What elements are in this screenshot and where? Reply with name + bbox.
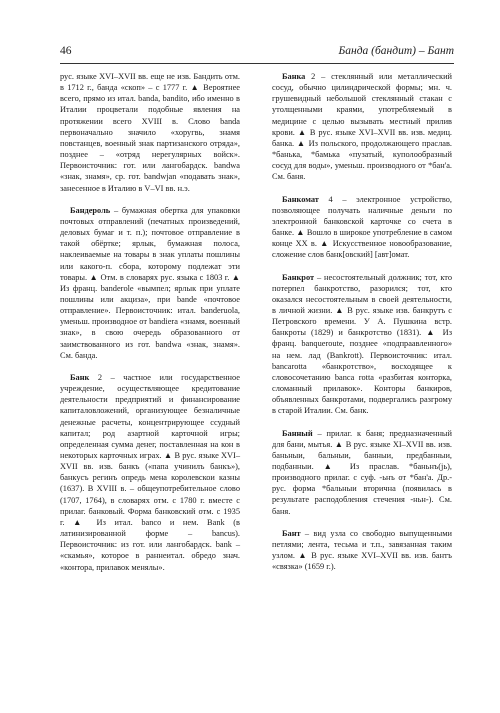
entry-banda-continued [60, 71, 240, 194]
page-header [60, 45, 454, 63]
right-column [272, 71, 452, 572]
entry-headword: Бандероль [70, 205, 111, 215]
entry-text: – прилаг. к баня; предназначенный для бани, мытья. ▲ В рус. языке XI–XVII вв. изв. баньныи, бальныи, банныи, предбанныи, подбанныи. ▲ Из праслав. *баньнъ(jь), производного прилаг. с суф. -ьнъ от *бан'а. Др.-рус. форма *бальныи вторична (появилась в результате расподобления стечения -ньн-). См. баня. [272, 428, 452, 516]
entry-headword: Банк [70, 372, 90, 382]
entry-headword: Бант [282, 528, 301, 538]
entry-bankrot [272, 272, 452, 417]
entry-banka-2 [272, 71, 452, 183]
entry-text: – несостоятельный должник; тот, кто потерпел банкротство, разорился; тот, кто оказался несостоятельным в своей деятельности, в личной жизни. ▲ В рус. языке изв. банкрутъ с Петровского времени. У А. Пушкина встр. банкроты (1829) и банкротство (1831). ▲ Из франц. banqueroute, позднее «подпраавленного» на нем. лад (Bankrott). Первоисточник: итал. bancarotta «банкротство», восходящее к словосочетанию banca rotta «разбитая конторка, сломанный прилавок». Конторы банкиров, объявленных банкротами, подвергались разгрому в старой Италии. См. банк. [272, 272, 452, 416]
left-column [60, 71, 240, 573]
entry-headword: Банный [282, 428, 313, 438]
entry-headword: Банка [282, 72, 306, 81]
entry-banny [272, 428, 452, 517]
header-rule [60, 63, 454, 64]
entry-bank-2 [60, 372, 240, 573]
entry-banderol [60, 205, 240, 361]
entry-text: – бумажная обертка для упаковки почтовых отправлений (печатных произведений, деловых бумаг и т. п.); почтовое отправление в такой обёртке; ярлык, бумажная полоса, наклеиваемые на товары в знак уплаты пошлины или какого-п. сбора, которому подлежат эти товары. ▲ Отм. в словарях рус. языка с 1803 г. ▲ Из франц. banderole «вымпел; ярлык при уплате пошлины или акциза», при bande «почтовое отправление». Первоисточник: итал. banderuola, уменьш. производное от bandiera «знамя, военный знак», в свою очередь образованного от заимствованного из гот. bandwa «знак, знамя». См. банда. [60, 205, 240, 360]
page-number: 46 [60, 45, 72, 57]
entry-text: рус. языке XVI–XVII вв. еще не изв. Бандить отм. в 1712 г., банда «скоп» – с 1777 г. ▲ Вероятнее всего, прямо из итал. banda, bandito, ибо именно в Италии процветали подобные явления на протяжении всего XVIII в. Слово banda первоначально значило «хоругвь, знамя повстанцев, военный знак партизанского отряда», позднее – «отряд нерегулярных войск». Первоисточник: гот. или лангобардск. bandwa «знак, знамя», ср. гот. bandwjan «подавать знак», занесенное в Италию в V–VI вв. н.э. [60, 72, 240, 193]
entry-bankomat [272, 194, 452, 261]
entry-headword: Банкрот [282, 272, 315, 282]
entry-text: 2 – стеклянный или металлический сосуд, обычно цилиндрической формы; мн. ч. грушевидный небольшой стеклянный стакан с утолщенными краями, употребляемый в медицине с целью вызывать местный прилив крови. ▲ В рус. языке XVI–XVII вв. изв. медиц. банка. ▲ Из польского, продолжающего праслав. *банька, *бамька «пузатый, куполообразный сосуд для воды», уменьш. производного от *бан'а. См. баня. [272, 72, 452, 182]
entry-headword: Банкомат [282, 194, 319, 204]
entry-text: – вид узла со свободно выпущенными петлями; лента, тесьма и т.п., завязанная таким узлом. ▲ В рус. языке XVI–XVII вв. изв. бантъ «связка» (1659 г.). [272, 528, 452, 572]
entry-bant [272, 528, 452, 573]
entry-text: 4 – электронное устройство, позволяющее получать наличные деньги по электронной банковской карточке со счета в банке. ▲ Вошло в широкое употребление в самом конце XX в. ▲ Искусственное новообразование, сложение слов банк[овский] [авт]омат. [272, 194, 452, 260]
running-title: Банда (бандит) – Бант [338, 45, 454, 57]
entry-text: 2 – частное или государственное учреждение, осуществляющее кредитование деятельности предприятий и финансирование капиталовложений, организующее безналичные денежные расчеты, концентрирующее ссудный капитал; род азартной карточной игры; определенная сумма денег, поставленная на кон в некоторых карточных играх. ▲ В рус. языке XVI–XVII вв. изв. банкъ («папа учинилъ банкъ»), банкусъ регинъ опредь мена королевскои казны (1637). В XVIII в. – общеупотребительное слово (1707, 1764), в словарях отм. с 1780 г. вместе с прилаг. банковый. Форма банковский отм. с 1935 г. ▲ Из итал. banco и нем. Bank (в латинизированной форме – bancus). Первоисточник: из гот. или лангобардск. bank – «скамья», которое в раннеитал. обредо знач. «контора, прилавок менялы». [60, 372, 240, 572]
